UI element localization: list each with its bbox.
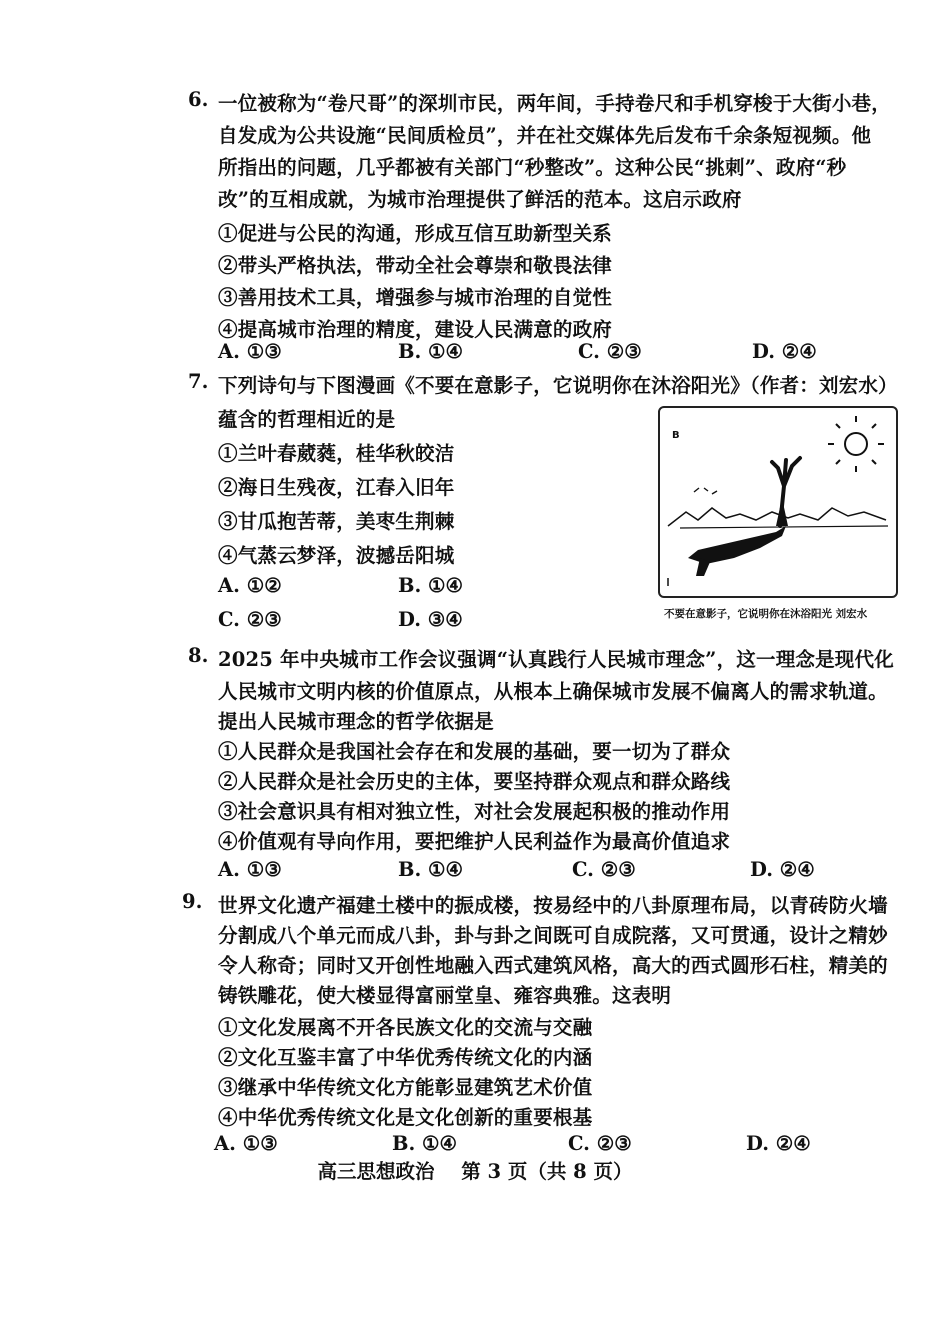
option-c[interactable]: C. ②③ bbox=[572, 858, 636, 881]
sun-icon bbox=[828, 416, 884, 472]
comic-illustration bbox=[658, 406, 898, 598]
option-b[interactable]: B. ①④ bbox=[392, 1132, 458, 1155]
page-footer bbox=[0, 1156, 950, 1184]
option-a[interactable]: A. ①③ bbox=[218, 858, 282, 881]
option-a[interactable]: A. ①③ bbox=[218, 340, 282, 363]
comic-drawing bbox=[660, 408, 896, 596]
statement-item: ①文化发展离不开各民族文化的交流与交融 bbox=[218, 1016, 593, 1039]
question-number: 8. bbox=[188, 644, 209, 667]
option-c[interactable]: C. ②③ bbox=[218, 608, 282, 631]
option-a[interactable]: A. ①③ bbox=[214, 1132, 278, 1155]
svg-text:B: B bbox=[672, 430, 680, 441]
question-stem-line: 自发成为公共设施“民间质检员”，并在社交媒体先后发布千余条短视频。他 bbox=[218, 124, 872, 147]
statement-item: ①兰叶春葳蕤，桂华秋皎洁 bbox=[218, 442, 455, 465]
statement-item: ④气蒸云梦泽，波撼岳阳城 bbox=[218, 544, 455, 567]
footer-page-number: 第 3 页（共 8 页） bbox=[461, 1160, 633, 1183]
statement-item: ①人民群众是我国社会存在和发展的基础，要一切为了群众 bbox=[218, 740, 731, 763]
question-stem-line: 分割成八个单元而成八卦，卦与卦之间既可自成院落，又可贯通，设计之精妙 bbox=[218, 924, 888, 947]
statement-item: ①促进与公民的沟通，形成互信互助新型关系 bbox=[218, 222, 613, 245]
question-stem-line: 铸铁雕花，使大楼显得富丽堂皇、雍容典雅。这表明 bbox=[218, 984, 672, 1007]
option-d[interactable]: D. ②④ bbox=[752, 340, 817, 363]
statement-item: ③继承中华传统文化方能彰显建筑艺术价值 bbox=[218, 1076, 593, 1099]
statement-item: ②文化互鉴丰富了中华优秀传统文化的内涵 bbox=[218, 1046, 593, 1069]
option-d[interactable]: D. ②④ bbox=[750, 858, 815, 881]
question-stem-line: 世界文化遗产福建土楼中的振成楼，按易经中的八卦原理布局，以青砖防火墙 bbox=[218, 894, 888, 917]
statement-item: ③社会意识具有相对独立性，对社会发展起积极的推动作用 bbox=[218, 800, 731, 823]
question-stem-line: 蕴含的哲理相近的是 bbox=[218, 408, 396, 431]
statement-item: ②带头严格执法，带动全社会尊崇和敬畏法律 bbox=[218, 254, 613, 277]
question-number: 9. bbox=[182, 890, 203, 913]
statement-item: ④价值观有导向作用，要把维护人民利益作为最高价值追求 bbox=[218, 830, 731, 853]
option-d[interactable]: D. ③④ bbox=[398, 608, 463, 631]
question-number: 7. bbox=[188, 370, 209, 393]
statement-item: ②海日生残夜，江春入旧年 bbox=[218, 476, 455, 499]
statement-item: ③善用技术工具，增强参与城市治理的自觉性 bbox=[218, 286, 613, 309]
statement-item: ③甘瓜抱苦蒂，美枣生荆棘 bbox=[218, 510, 455, 533]
question-stem-line: 提出人民城市理念的哲学依据是 bbox=[218, 710, 494, 733]
question-stem-line: 所指出的问题，几乎都被有关部门“秒整改”。这种公民“挑刺”、政府“秒 bbox=[218, 156, 847, 179]
question-stem-line: 2025 年中央城市工作会议强调“认真践行人民城市理念”，这一理念是现代化 bbox=[218, 648, 894, 671]
option-c[interactable]: C. ②③ bbox=[568, 1132, 632, 1155]
question-number: 6. bbox=[188, 88, 209, 111]
option-d[interactable]: D. ②④ bbox=[746, 1132, 811, 1155]
comic-caption: 不要在意影子，它说明你在沐浴阳光 刘宏水 bbox=[664, 608, 868, 620]
statement-item: ④中华优秀传统文化是文化创新的重要根基 bbox=[218, 1106, 593, 1129]
question-stem-line: 改”的互相成就，为城市治理提供了鲜活的范本。这启示政府 bbox=[218, 188, 742, 211]
option-c[interactable]: C. ②③ bbox=[578, 340, 642, 363]
option-b[interactable]: B. ①④ bbox=[398, 574, 464, 597]
question-stem-line: 一位被称为“卷尺哥”的深圳市民，两年间，手持卷尺和手机穿梭于大街小巷， bbox=[218, 92, 891, 115]
option-a[interactable]: A. ①② bbox=[218, 574, 282, 597]
question-stem-line: 令人称奇；同时又开创性地融入西式建筑风格，高大的西式圆形石柱，精美的 bbox=[218, 954, 888, 977]
statement-item: ②人民群众是社会历史的主体，要坚持群众观点和群众路线 bbox=[218, 770, 731, 793]
question-stem-line: 下列诗句与下图漫画《不要在意影子，它说明你在沐浴阳光》（作者：刘宏水） bbox=[218, 374, 898, 397]
question-stem-line: 人民城市文明内核的价值原点，从根本上确保城市发展不偏离人的需求轨道。 bbox=[218, 680, 888, 703]
option-b[interactable]: B. ①④ bbox=[398, 340, 464, 363]
footer-subject: 高三思想政治 bbox=[317, 1160, 435, 1183]
statement-item: ④提高城市治理的精度，建设人民满意的政府 bbox=[218, 318, 613, 341]
option-b[interactable]: B. ①④ bbox=[398, 858, 464, 881]
